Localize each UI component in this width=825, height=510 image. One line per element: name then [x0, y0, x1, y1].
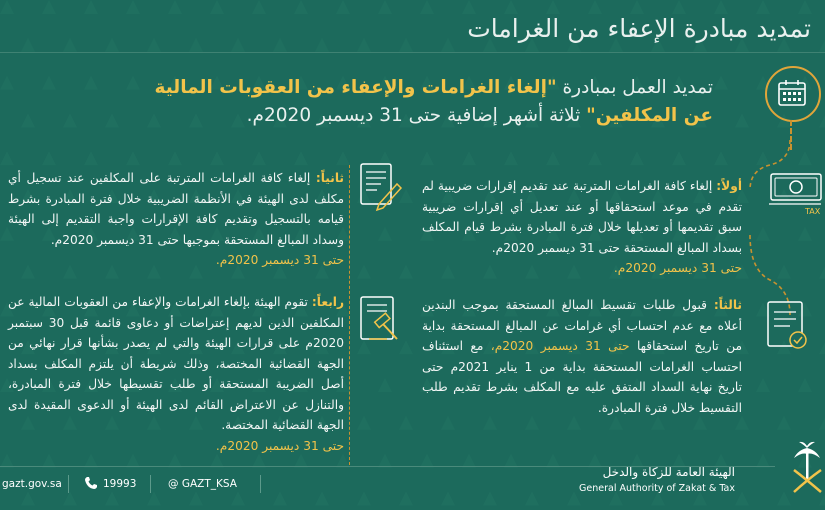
footer-twitter[interactable]: @ GAZT_KSA — [168, 478, 237, 490]
pattern-triangle — [189, 38, 203, 52]
pattern-triangle — [294, 151, 308, 165]
pattern-triangle — [672, 0, 686, 14]
section-fourth-text: تقوم الهيئة بإلغاء الغرامات والإعفاء من العقوبات المالية عن المكلفين الذين لديهم إعتراضات أو دعاوى قائمة قبل 30 سبتمبر 2020م على قرارات الهيئة والتي لم يصدر بشأنها قرار نهائي من الجهة القضائية المختصة، وذلك شريطة أن يلتزم المكلف بسداد أصل الضريبة المستحقة أو طلب تقسيطها خلال فترة المبادرة، والتنازل عن الاعتراض القائم لدى الهيئة أو الدعوى المقيدة لدى الجهة القضائية المختصة. — [8, 295, 344, 432]
headline — [123, 74, 713, 130]
pattern-triangle — [504, 0, 518, 14]
section-fourth-date: حتى 31 ديسمبر 2020م. — [215, 438, 344, 453]
phone-icon — [84, 476, 98, 490]
title-divider — [0, 52, 825, 53]
pattern-triangle — [105, 491, 119, 505]
pattern-triangle — [84, 151, 98, 165]
section-second-date: حتى 31 ديسمبر 2020م. — [215, 253, 344, 267]
pattern-triangle — [420, 151, 434, 165]
pattern-triangle — [630, 0, 644, 14]
section-first-text: إلغاء كافة الغرامات المترتبة عند تقديم إقرارات ضريبية لم تقدم في موعد استحقاقها أو عند تعديل أي إقرارات ضريبية سبق تقديمها أو تعديلها خلال فترة المبادرة بشرط قيام المكلف بسداد المبالغ المستحقة حتى 31 ديسمبر 2020م. — [422, 179, 742, 255]
pattern-triangle — [21, 113, 35, 127]
pattern-triangle — [756, 0, 770, 14]
logo-english-name: General Authority of Zakat & Tax — [579, 483, 735, 494]
section-first-date: حتى 31 ديسمبر 2020م. — [613, 261, 742, 275]
headline-suffix: ثلاثة أشهر إضافية حتى 31 ديسمبر 2020م. — [246, 105, 587, 126]
section-third-text-after: مع استئناف احتساب الغرامات المستحقة بداية من 1 يناير 2021م حتى تاريخ نهاية السداد المتفق عليه مع المكلف بشرط تقديم طلب التقسيط خلال فترة المبادرة. — [422, 339, 742, 415]
form-icon — [357, 160, 403, 212]
footer-website[interactable]: gazt.gov.sa — [2, 478, 62, 490]
pattern-triangle — [441, 38, 455, 52]
pattern-triangle — [504, 151, 518, 165]
pattern-triangle — [252, 151, 266, 165]
section-second — [8, 168, 344, 271]
pattern-triangle — [756, 378, 770, 392]
footer-separator — [150, 475, 151, 493]
section-fourth — [8, 292, 344, 456]
pattern-triangle — [819, 340, 825, 354]
headline-highlight: "إلغاء الغرامات والإعفاء من العقوبات المالية عن المكلفين" — [154, 77, 713, 126]
pattern-triangle — [42, 151, 56, 165]
pattern-triangle — [462, 0, 476, 14]
pattern-triangle — [420, 0, 434, 14]
pattern-triangle — [378, 378, 392, 392]
pattern-triangle — [84, 76, 98, 90]
pattern-triangle — [777, 491, 791, 505]
pattern-triangle — [315, 491, 329, 505]
pattern-triangle — [189, 491, 203, 505]
pattern-triangle — [819, 38, 825, 52]
pattern-triangle — [483, 491, 497, 505]
pattern-triangle — [798, 378, 812, 392]
pattern-triangle — [462, 151, 476, 165]
pattern-triangle — [210, 151, 224, 165]
gavel-icon — [357, 293, 405, 347]
headline-prefix: تمديد العمل بمبادرة — [556, 77, 713, 98]
pattern-triangle — [378, 0, 392, 14]
pattern-triangle — [252, 0, 266, 14]
pattern-triangle — [168, 151, 182, 165]
section-third-highlight: حتى 31 ديسمبر 2020م، — [490, 339, 630, 353]
pattern-triangle — [714, 0, 728, 14]
pattern-triangle — [378, 227, 392, 241]
pattern-triangle — [21, 491, 35, 505]
section-third-label: ثالثاً: — [713, 298, 742, 312]
pattern-triangle — [714, 151, 728, 165]
pattern-triangle — [147, 491, 161, 505]
pattern-triangle — [399, 491, 413, 505]
section-second-text: إلغاء كافة الغرامات المترتبة على المكلفين عند تسجيل أي مكلف لدى الهيئة في الأنظمة الضريبية خلال فترة المبادرة بشرط قيامه بالتسجيل وتقديم كافة الإقرارات واجبة التقديم إلى الهيئة وسداد المبالغ المستحقة بموجبها حتى 31 ديسمبر 2020م. — [8, 171, 344, 247]
footer-phone[interactable]: 19993 — [103, 478, 137, 490]
pattern-triangle — [336, 0, 350, 14]
pattern-triangle — [735, 491, 749, 505]
pattern-triangle — [357, 491, 371, 505]
section-first-label: أولاً: — [716, 179, 742, 193]
section-fourth-label: رابعاً: — [311, 295, 344, 309]
calendar-icon — [776, 77, 808, 109]
pattern-triangle — [273, 38, 287, 52]
pattern-triangle — [315, 38, 329, 52]
section-third-text-before: قبول طلبات تقسيط المبالغ المستحقة بموجب البندين أعلاه مع عدم احتساب أي غرامات عن المبالغ المستحقة بداية من تاريخ استحقاقها — [422, 298, 743, 353]
pattern-triangle — [357, 38, 371, 52]
pattern-triangle — [84, 0, 98, 14]
pattern-triangle — [42, 0, 56, 14]
pattern-triangle — [294, 0, 308, 14]
pattern-triangle — [210, 0, 224, 14]
page-title: تمديد مبادرة الإعفاء من الغرامات — [467, 14, 811, 43]
pattern-triangle — [21, 38, 35, 52]
pattern-triangle — [126, 0, 140, 14]
pattern-triangle — [441, 491, 455, 505]
pattern-triangle — [105, 38, 119, 52]
pattern-triangle — [819, 265, 825, 279]
pattern-triangle — [273, 491, 287, 505]
pattern-triangle — [105, 113, 119, 127]
tax-label: TAX — [805, 207, 821, 216]
pattern-triangle — [126, 151, 140, 165]
pattern-triangle — [588, 0, 602, 14]
pattern-triangle — [777, 416, 791, 430]
logo-arabic-name: الهيئة العامة للزكاة والدخل — [602, 465, 735, 479]
palm-swords-logo — [790, 440, 825, 500]
pattern-triangle — [63, 38, 77, 52]
footer-separator — [260, 475, 261, 493]
pattern-triangle — [399, 265, 413, 279]
pattern-triangle — [819, 113, 825, 127]
pattern-triangle — [798, 0, 812, 14]
pattern-triangle — [399, 416, 413, 430]
pattern-triangle — [546, 0, 560, 14]
pattern-triangle — [0, 151, 14, 165]
pattern-triangle — [714, 76, 728, 90]
pattern-triangle — [336, 151, 350, 165]
pattern-triangle — [147, 38, 161, 52]
pattern-triangle — [798, 151, 812, 165]
pattern-triangle — [0, 76, 14, 90]
pattern-triangle — [819, 416, 825, 430]
pattern-triangle — [399, 38, 413, 52]
pattern-triangle — [42, 76, 56, 90]
section-second-label: ثانياً: — [315, 171, 344, 185]
pattern-triangle — [168, 0, 182, 14]
timeline-connector — [740, 140, 800, 320]
pattern-triangle — [357, 416, 371, 430]
column-divider — [349, 165, 350, 465]
pattern-triangle — [357, 265, 371, 279]
pattern-triangle — [63, 113, 77, 127]
footer-separator — [68, 475, 69, 493]
pattern-triangle — [231, 38, 245, 52]
pattern-triangle — [231, 491, 245, 505]
pattern-triangle — [672, 151, 686, 165]
pattern-triangle — [0, 0, 14, 14]
pattern-triangle — [735, 113, 749, 127]
pattern-triangle — [588, 151, 602, 165]
pattern-triangle — [546, 151, 560, 165]
section-first — [422, 176, 742, 279]
checklist-icon — [762, 296, 812, 354]
pattern-triangle — [630, 151, 644, 165]
pattern-triangle — [63, 491, 77, 505]
pattern-triangle — [525, 491, 539, 505]
pattern-triangle — [798, 227, 812, 241]
section-third — [422, 295, 742, 418]
